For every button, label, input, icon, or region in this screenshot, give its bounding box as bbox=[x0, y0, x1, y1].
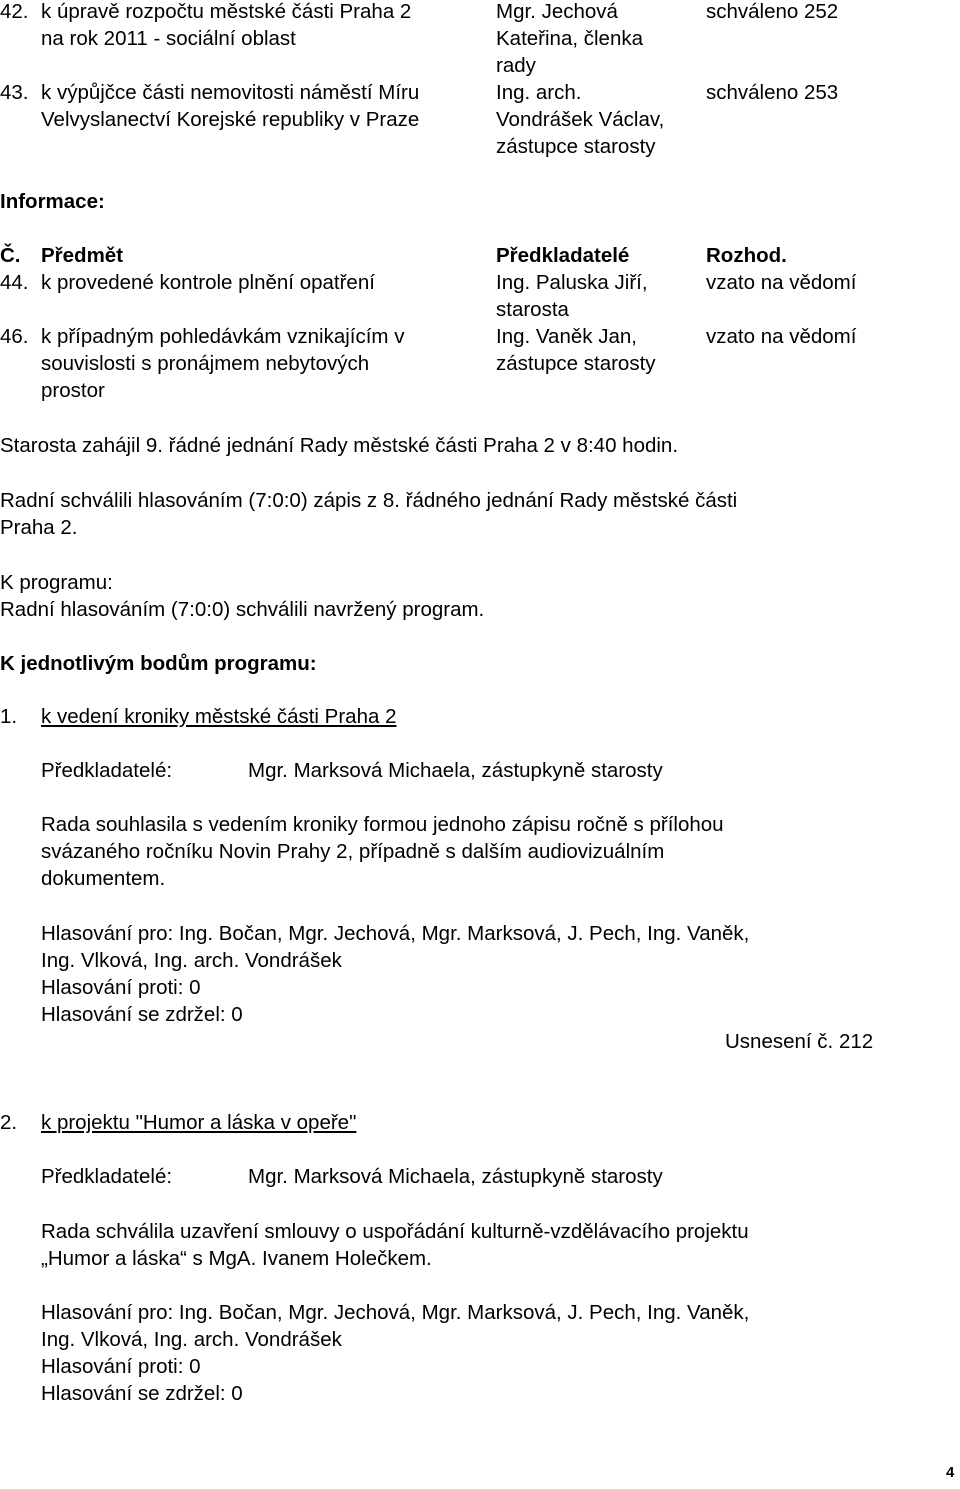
opening-paragraph: Starosta zahájil 9. řádné jednání Rady městské části Praha 2 v 8:40 hodin. bbox=[0, 434, 679, 457]
points-heading: K jednotlivým bodům programu: bbox=[0, 652, 317, 675]
info-header-proposer: Předkladatelé bbox=[496, 244, 630, 267]
row-44-num: 44. bbox=[0, 271, 29, 294]
row-46-proposer-line1: Ing. Vaněk Jan, bbox=[496, 325, 637, 348]
row-44-subject: k provedené kontrole plnění opatření bbox=[41, 271, 375, 294]
point-2-vote-for-line2: Ing. Vlková, Ing. arch. Vondrášek bbox=[41, 1328, 342, 1351]
row-43-subject-line1: k výpůjčce části nemovitosti náměstí Míru bbox=[41, 81, 420, 104]
point-2-proposer-label: Předkladatelé: bbox=[41, 1165, 173, 1188]
point-2-vote-abstain: Hlasování se zdržel: 0 bbox=[41, 1382, 243, 1405]
program-label: K programu: bbox=[0, 571, 113, 594]
point-1-text-line1: Rada souhlasila s vedením kroniky formou jednoho zápisu ročně s přílohou bbox=[41, 813, 724, 836]
minutes-paragraph-line1: Radní schválili hlasováním (7:0:0) zápis z 8. řádného jednání Rady městské části bbox=[0, 489, 738, 512]
point-1-title: k vedení kroniky městské části Praha 2 bbox=[41, 705, 397, 728]
info-heading: Informace: bbox=[0, 190, 105, 213]
row-46-proposer-line2: zástupce starosty bbox=[496, 352, 656, 375]
row-42-proposer-line1: Mgr. Jechová bbox=[496, 0, 618, 23]
info-header-num: Č. bbox=[0, 244, 21, 267]
row-42-subject-line1: k úpravě rozpočtu městské části Praha 2 bbox=[41, 0, 412, 23]
program-text: Radní hlasováním (7:0:0) schválili navržený program. bbox=[0, 598, 485, 621]
info-header-decision: Rozhod. bbox=[706, 244, 787, 267]
row-43-proposer-line3: zástupce starosty bbox=[496, 135, 656, 158]
point-2-title: k projektu "Humor a láska v opeře" bbox=[41, 1111, 357, 1134]
row-46-subject-line1: k případným pohledávkám vznikajícím v bbox=[41, 325, 405, 348]
row-42-subject-line2: na rok 2011 - sociální oblast bbox=[41, 27, 296, 50]
row-44-decision: vzato na vědomí bbox=[706, 271, 857, 294]
point-2-text-line1: Rada schválila uzavření smlouvy o uspořádání kulturně-vzdělávacího projektu bbox=[41, 1220, 749, 1243]
point-1-vote-for-line1: Hlasování pro: Ing. Bočan, Mgr. Jechová, Mgr. Marksová, J. Pech, Ing. Vaněk, bbox=[41, 922, 750, 945]
point-2-vote-for-line1: Hlasování pro: Ing. Bočan, Mgr. Jechová, Mgr. Marksová, J. Pech, Ing. Vaněk, bbox=[41, 1301, 750, 1324]
row-43-decision: schváleno 253 bbox=[706, 81, 839, 104]
point-2-vote-against: Hlasování proti: 0 bbox=[41, 1355, 201, 1378]
point-1-num: 1. bbox=[0, 705, 18, 728]
info-header-subject: Předmět bbox=[41, 244, 124, 267]
point-2-text-line2: „Humor a láska“ s MgA. Ivanem Holečkem. bbox=[41, 1247, 432, 1270]
row-44-proposer-line1: Ing. Paluska Jiří, bbox=[496, 271, 648, 294]
row-46-num: 46. bbox=[0, 325, 29, 348]
point-1-text-line3: dokumentem. bbox=[41, 867, 166, 890]
point-1-vote-against: Hlasování proti: 0 bbox=[41, 976, 201, 999]
row-43-num: 43. bbox=[0, 81, 29, 104]
row-42-num: 42. bbox=[0, 0, 29, 23]
point-1-proposer-value: Mgr. Marksová Michaela, zástupkyně starosty bbox=[248, 759, 663, 782]
point-2-proposer-value: Mgr. Marksová Michaela, zástupkyně starosty bbox=[248, 1165, 663, 1188]
row-46-decision: vzato na vědomí bbox=[706, 325, 857, 348]
row-43-subject-line2: Velvyslanectví Korejské republiky v Praze bbox=[41, 108, 420, 131]
row-43-proposer-line1: Ing. arch. bbox=[496, 81, 582, 104]
point-1-vote-for-line2: Ing. Vlková, Ing. arch. Vondrášek bbox=[41, 949, 342, 972]
row-46-subject-line3: prostor bbox=[41, 379, 105, 402]
minutes-paragraph-line2: Praha 2. bbox=[0, 516, 78, 539]
point-1-text-line2: svázaného ročníku Novin Prahy 2, případně s dalším audiovizuálním bbox=[41, 840, 665, 863]
row-43-proposer-line2: Vondrášek Václav, bbox=[496, 108, 665, 131]
row-46-subject-line2: souvislosti s pronájmem nebytových bbox=[41, 352, 370, 375]
point-2-num: 2. bbox=[0, 1111, 18, 1134]
point-1-vote-abstain: Hlasování se zdržel: 0 bbox=[41, 1003, 243, 1026]
point-1-proposer-label: Předkladatelé: bbox=[41, 759, 173, 782]
point-1-resolution: Usnesení č. 212 bbox=[725, 1030, 874, 1053]
row-42-proposer-line2: Kateřina, členka bbox=[496, 27, 644, 50]
row-42-proposer-line3: rady bbox=[496, 54, 536, 77]
row-42-decision: schváleno 252 bbox=[706, 0, 839, 23]
page-number: 4 bbox=[946, 1464, 955, 1481]
row-44-proposer-line2: starosta bbox=[496, 298, 569, 321]
